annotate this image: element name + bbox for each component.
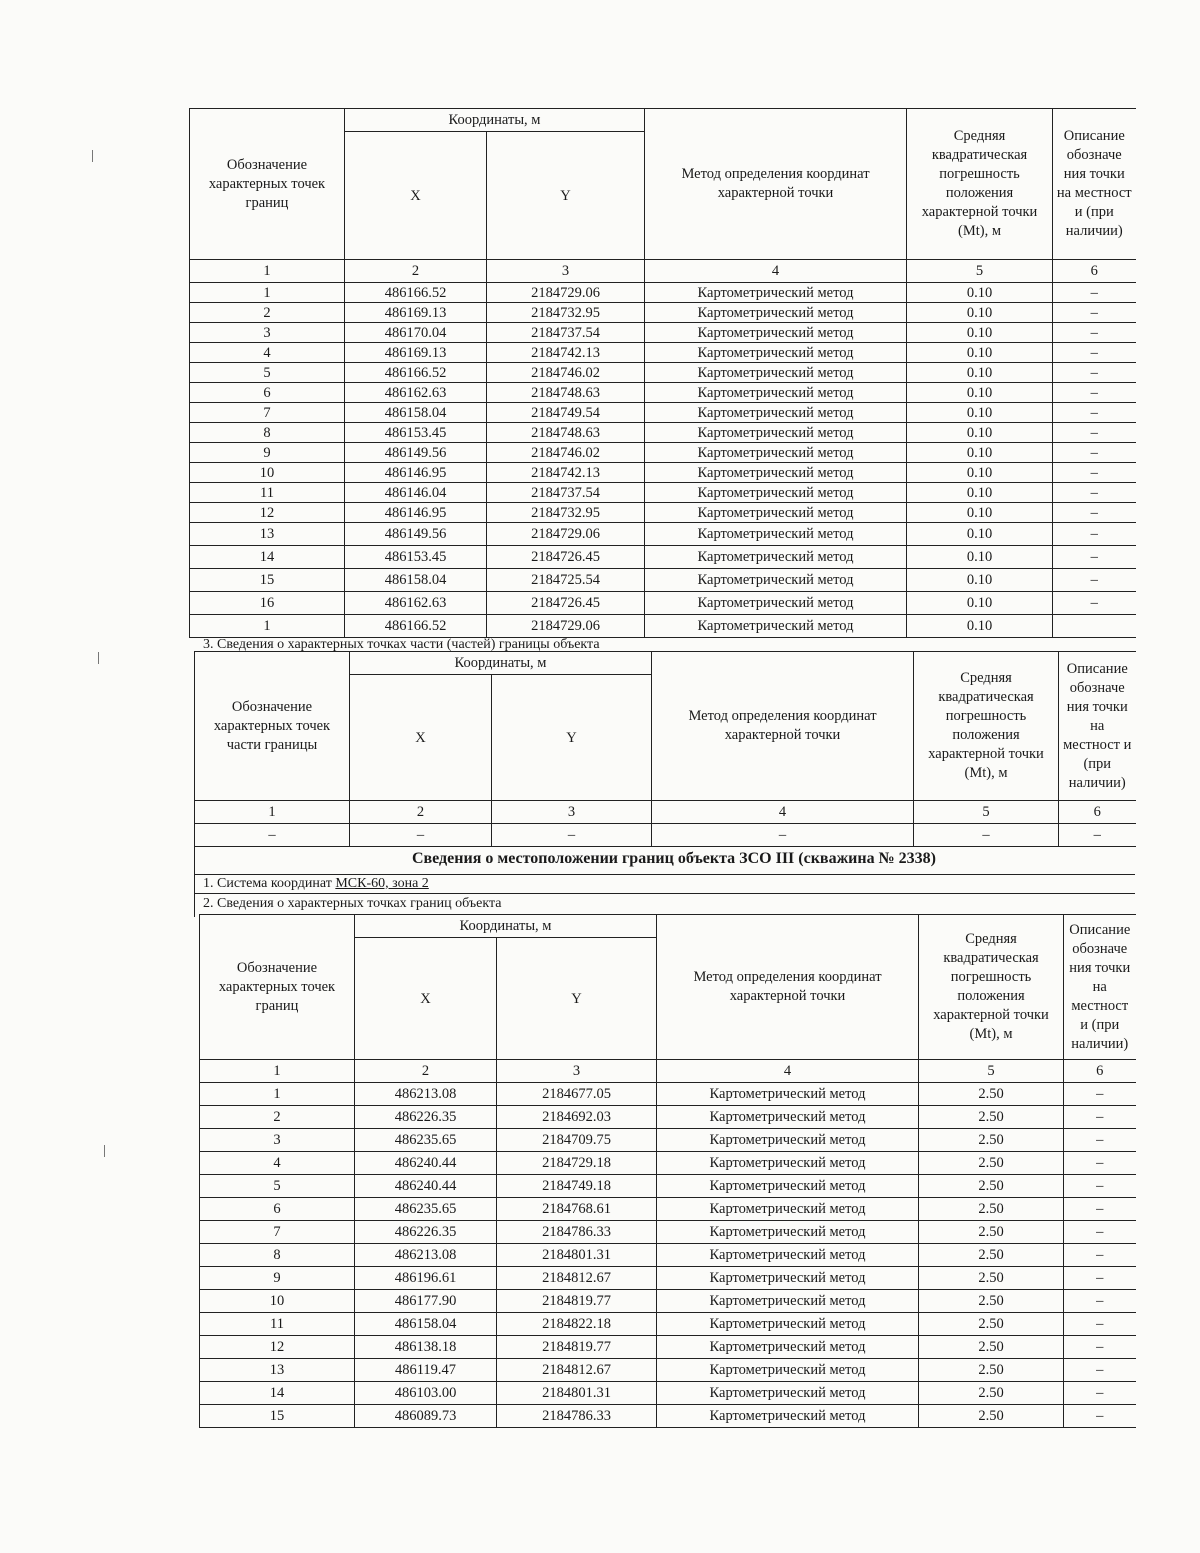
x-coordinate-cell: 486177.90 (355, 1290, 497, 1313)
point-number-cell: 11 (200, 1313, 355, 1336)
x-coordinate-cell: 486149.56 (345, 443, 487, 463)
col-num-3: 3 (492, 801, 652, 824)
method-cell: Картометрический метод (657, 1152, 919, 1175)
y-coordinate-cell: 2184746.02 (487, 363, 645, 383)
table-1-body (190, 283, 1136, 638)
header-y: Y (487, 132, 645, 260)
error-cell: 0.10 (907, 592, 1053, 615)
header-coordinates: Координаты, м (345, 109, 645, 132)
table-row (190, 463, 1136, 483)
method-cell: Картометрический метод (645, 615, 907, 638)
col-num-6: 6 (1064, 1060, 1136, 1083)
error-cell: 0.10 (907, 503, 1053, 523)
table-row (200, 1152, 1136, 1175)
table-row (200, 1313, 1136, 1336)
table-row (190, 383, 1136, 403)
header-designation: Обозначение характерных точек границ (190, 109, 345, 260)
y-coordinate-cell: 2184801.31 (497, 1382, 657, 1405)
y-coordinate-cell: 2184709.75 (497, 1129, 657, 1152)
x-coordinate-cell: 486149.56 (345, 523, 487, 546)
x-coordinate-cell: 486240.44 (355, 1152, 497, 1175)
description-cell: – (1053, 569, 1136, 592)
point-number-cell: 3 (200, 1129, 355, 1152)
description-cell (1053, 615, 1136, 638)
description-cell: – (1053, 443, 1136, 463)
description-cell: – (1053, 463, 1136, 483)
y-coordinate-cell: 2184812.67 (497, 1359, 657, 1382)
method-cell: Картометрический метод (645, 363, 907, 383)
y-coordinate-cell: 2184819.77 (497, 1290, 657, 1313)
error-cell: 2.50 (919, 1313, 1064, 1336)
y-coordinate-cell: 2184729.18 (497, 1152, 657, 1175)
x-coordinate-cell: 486170.04 (345, 323, 487, 343)
error-cell: 0.10 (907, 283, 1053, 303)
table-row (190, 323, 1136, 343)
coordinate-system-label: 1. Система координат (203, 876, 336, 891)
point-number-cell: 13 (200, 1359, 355, 1382)
table-row (190, 615, 1136, 638)
x-coordinate-cell: 486235.65 (355, 1129, 497, 1152)
description-cell: – (1064, 1313, 1136, 1336)
x-coordinate-cell: 486226.35 (355, 1221, 497, 1244)
method-cell: Картометрический метод (645, 343, 907, 363)
point-number-cell: 2 (190, 303, 345, 323)
boundary-points-table-2 (199, 914, 1136, 1428)
header-designation: Обозначение характерных точек границ (200, 915, 355, 1060)
error-cell: 0.10 (907, 443, 1053, 463)
method-cell: Картометрический метод (645, 463, 907, 483)
y-coordinate-cell: 2184749.54 (487, 403, 645, 423)
header-y: Y (497, 938, 657, 1060)
header-method: Метод определения координат характерной точки (652, 652, 914, 801)
error-cell: 0.10 (907, 546, 1053, 569)
method-cell: Картометрический метод (657, 1336, 919, 1359)
col-num-1: 1 (200, 1060, 355, 1083)
error-cell: 0.10 (907, 483, 1053, 503)
table-row (190, 403, 1136, 423)
header-method: Метод определения координат характерной точки (657, 915, 919, 1060)
x-coordinate-cell: 486169.13 (345, 303, 487, 323)
description-cell: – (1064, 1152, 1136, 1175)
description-cell: – (1053, 592, 1136, 615)
zso-section-title: Сведения о местоположении границ объекта ЗСО III (скважина № 2338) (411, 850, 937, 867)
header-x: X (355, 938, 497, 1060)
table-row (200, 1221, 1136, 1244)
method-cell: Картометрический метод (645, 546, 907, 569)
y-coordinate-cell: 2184729.06 (487, 615, 645, 638)
x-coordinate-cell: 486158.04 (355, 1313, 497, 1336)
x-coordinate-cell: 486162.63 (345, 592, 487, 615)
method-cell: Картометрический метод (657, 1129, 919, 1152)
col-num-4: 4 (645, 260, 907, 283)
x-coordinate-cell: 486119.47 (355, 1359, 497, 1382)
point-number-cell: 1 (190, 283, 345, 303)
error-cell: 0.10 (907, 363, 1053, 383)
method-cell: Картометрический метод (657, 1290, 919, 1313)
point-number-cell: 15 (200, 1405, 355, 1428)
scan-mark (98, 652, 99, 664)
header-x: X (345, 132, 487, 260)
point-number-cell: 9 (200, 1267, 355, 1290)
scan-mark (92, 150, 93, 162)
error-cell: 2.50 (919, 1083, 1064, 1106)
table-2-body (200, 1083, 1136, 1428)
error-cell: 2.50 (919, 1221, 1064, 1244)
point-number-cell: 1 (190, 615, 345, 638)
x-coordinate-cell: 486196.61 (355, 1267, 497, 1290)
point-number-cell: 7 (200, 1221, 355, 1244)
col-num-5: 5 (919, 1060, 1064, 1083)
x-coordinate-cell: 486146.95 (345, 463, 487, 483)
method-cell: Картометрический метод (657, 1175, 919, 1198)
x-coordinate-cell: 486166.52 (345, 283, 487, 303)
point-number-cell: 10 (190, 463, 345, 483)
description-cell: – (1064, 1405, 1136, 1428)
description-cell: – (1053, 423, 1136, 443)
empty-cell: – (1059, 824, 1136, 847)
error-cell: 0.10 (907, 383, 1053, 403)
method-cell: Картометрический метод (645, 483, 907, 503)
point-number-cell: 8 (200, 1244, 355, 1267)
header-description: Описание обозначе ния точки на местност и (при наличии) (1064, 915, 1136, 1060)
x-coordinate-cell: 486169.13 (345, 343, 487, 363)
col-num-4: 4 (657, 1060, 919, 1083)
y-coordinate-cell: 2184726.45 (487, 546, 645, 569)
y-coordinate-cell: 2184786.33 (497, 1221, 657, 1244)
section-divider (194, 874, 1135, 875)
x-coordinate-cell: 486153.45 (345, 423, 487, 443)
point-number-cell: 1 (200, 1083, 355, 1106)
description-cell: – (1064, 1083, 1136, 1106)
description-cell: – (1064, 1106, 1136, 1129)
table-row (200, 1336, 1136, 1359)
point-number-cell: 6 (200, 1198, 355, 1221)
col-num-5: 5 (907, 260, 1053, 283)
y-coordinate-cell: 2184742.13 (487, 343, 645, 363)
method-cell: Картометрический метод (645, 323, 907, 343)
description-cell: – (1053, 503, 1136, 523)
y-coordinate-cell: 2184768.61 (497, 1198, 657, 1221)
table-row (190, 569, 1136, 592)
error-cell: 0.10 (907, 569, 1053, 592)
description-cell: – (1053, 523, 1136, 546)
description-cell: – (1053, 403, 1136, 423)
description-cell: – (1064, 1290, 1136, 1313)
description-cell: – (1053, 323, 1136, 343)
point-number-cell: 5 (190, 363, 345, 383)
col-num-3: 3 (487, 260, 645, 283)
empty-cell: – (195, 824, 350, 847)
method-cell: Картометрический метод (657, 1359, 919, 1382)
x-coordinate-cell: 486162.63 (345, 383, 487, 403)
point-number-cell: 4 (200, 1152, 355, 1175)
y-coordinate-cell: 2184737.54 (487, 323, 645, 343)
method-cell: Картометрический метод (645, 523, 907, 546)
description-cell: – (1053, 383, 1136, 403)
x-coordinate-cell: 486158.04 (345, 569, 487, 592)
table-row (200, 1359, 1136, 1382)
header-error: Средняя квадратическая погрешность положения характерной точки (Mt), м (914, 652, 1059, 801)
empty-cell: – (652, 824, 914, 847)
table-row (200, 1175, 1136, 1198)
y-coordinate-cell: 2184746.02 (487, 443, 645, 463)
boundary-points-table-1 (189, 108, 1136, 638)
table-row (200, 1405, 1136, 1428)
x-coordinate-cell: 486166.52 (345, 615, 487, 638)
table-row (200, 1106, 1136, 1129)
y-coordinate-cell: 2184819.77 (497, 1336, 657, 1359)
y-coordinate-cell: 2184801.31 (497, 1244, 657, 1267)
point-number-cell: 14 (200, 1382, 355, 1405)
description-cell: – (1064, 1198, 1136, 1221)
point-number-cell: 9 (190, 443, 345, 463)
method-cell: Картометрический метод (645, 569, 907, 592)
y-coordinate-cell: 2184822.18 (497, 1313, 657, 1336)
header-designation-part: Обозначение характерных точек части границы (195, 652, 350, 801)
error-cell: 2.50 (919, 1290, 1064, 1313)
y-coordinate-cell: 2184732.95 (487, 503, 645, 523)
point-number-cell: 3 (190, 323, 345, 343)
y-coordinate-cell: 2184732.95 (487, 303, 645, 323)
description-cell: – (1064, 1244, 1136, 1267)
method-cell: Картометрический метод (645, 383, 907, 403)
y-coordinate-cell: 2184726.45 (487, 592, 645, 615)
table-row (200, 1129, 1136, 1152)
y-coordinate-cell: 2184725.54 (487, 569, 645, 592)
table-row (190, 483, 1136, 503)
point-number-cell: 14 (190, 546, 345, 569)
error-cell: 2.50 (919, 1405, 1064, 1428)
error-cell: 2.50 (919, 1359, 1064, 1382)
method-cell: Картометрический метод (657, 1106, 919, 1129)
col-num-5: 5 (914, 801, 1059, 824)
error-cell: 2.50 (919, 1244, 1064, 1267)
point-number-cell: 10 (200, 1290, 355, 1313)
table-row (200, 1382, 1136, 1405)
method-cell: Картометрический метод (657, 1313, 919, 1336)
error-cell: 2.50 (919, 1267, 1064, 1290)
x-coordinate-cell: 486166.52 (345, 363, 487, 383)
description-cell: – (1064, 1359, 1136, 1382)
method-cell: Картометрический метод (645, 283, 907, 303)
description-cell: – (1053, 303, 1136, 323)
error-cell: 2.50 (919, 1152, 1064, 1175)
x-coordinate-cell: 486146.04 (345, 483, 487, 503)
header-description: Описание обозначе ния точки на местност и (при наличии) (1059, 652, 1136, 801)
point-number-cell: 12 (190, 503, 345, 523)
method-cell: Картометрический метод (657, 1382, 919, 1405)
table-row (200, 1198, 1136, 1221)
method-cell: Картометрический метод (645, 303, 907, 323)
method-cell: Картометрический метод (657, 1221, 919, 1244)
description-cell: – (1053, 283, 1136, 303)
empty-cell: – (492, 824, 652, 847)
description-cell: – (1064, 1221, 1136, 1244)
header-y: Y (492, 675, 652, 801)
description-cell: – (1053, 546, 1136, 569)
description-cell: – (1053, 363, 1136, 383)
error-cell: 0.10 (907, 403, 1053, 423)
col-num-2: 2 (350, 801, 492, 824)
x-coordinate-cell: 486213.08 (355, 1083, 497, 1106)
error-cell: 2.50 (919, 1198, 1064, 1221)
method-cell: Картометрический метод (657, 1198, 919, 1221)
table-row (190, 503, 1136, 523)
empty-cell: – (914, 824, 1059, 847)
y-coordinate-cell: 2184692.03 (497, 1106, 657, 1129)
description-cell: – (1053, 343, 1136, 363)
point-number-cell: 12 (200, 1336, 355, 1359)
point-number-cell: 6 (190, 383, 345, 403)
coordinate-system-value: МСК-60, зона 2 (335, 876, 429, 891)
method-cell: Картометрический метод (645, 503, 907, 523)
error-cell: 0.10 (907, 615, 1053, 638)
x-coordinate-cell: 486153.45 (345, 546, 487, 569)
y-coordinate-cell: 2184677.05 (497, 1083, 657, 1106)
error-cell: 0.10 (907, 323, 1053, 343)
table-row (190, 423, 1136, 443)
y-coordinate-cell: 2184748.63 (487, 383, 645, 403)
point-number-cell: 16 (190, 592, 345, 615)
description-cell: – (1064, 1129, 1136, 1152)
error-cell: 2.50 (919, 1382, 1064, 1405)
y-coordinate-cell: 2184737.54 (487, 483, 645, 503)
x-coordinate-cell: 486103.00 (355, 1382, 497, 1405)
point-number-cell: 8 (190, 423, 345, 443)
x-coordinate-cell: 486240.44 (355, 1175, 497, 1198)
description-cell: – (1064, 1382, 1136, 1405)
error-cell: 2.50 (919, 1129, 1064, 1152)
table-row (190, 546, 1136, 569)
y-coordinate-cell: 2184748.63 (487, 423, 645, 443)
method-cell: Картометрический метод (645, 592, 907, 615)
table-row (200, 1290, 1136, 1313)
method-cell: Картометрический метод (657, 1405, 919, 1428)
header-coordinates: Координаты, м (355, 915, 657, 938)
table-row (190, 523, 1136, 546)
header-description: Описание обозначе ния точки на местност и (при наличии) (1053, 109, 1136, 260)
description-cell: – (1064, 1267, 1136, 1290)
error-cell: 0.10 (907, 523, 1053, 546)
col-num-6: 6 (1059, 801, 1136, 824)
error-cell: 2.50 (919, 1175, 1064, 1198)
table-row (200, 1244, 1136, 1267)
y-coordinate-cell: 2184749.18 (497, 1175, 657, 1198)
description-cell: – (1053, 483, 1136, 503)
table-row (190, 283, 1136, 303)
error-cell: 0.10 (907, 463, 1053, 483)
y-coordinate-cell: 2184742.13 (487, 463, 645, 483)
method-cell: Картометрический метод (657, 1267, 919, 1290)
scan-mark (104, 1145, 105, 1157)
y-coordinate-cell: 2184812.67 (497, 1267, 657, 1290)
x-coordinate-cell: 486235.65 (355, 1198, 497, 1221)
error-cell: 0.10 (907, 303, 1053, 323)
point-number-cell: 5 (200, 1175, 355, 1198)
col-num-1: 1 (195, 801, 350, 824)
error-cell: 0.10 (907, 343, 1053, 363)
method-cell: Картометрический метод (645, 443, 907, 463)
method-cell: Картометрический метод (657, 1083, 919, 1106)
col-num-4: 4 (652, 801, 914, 824)
col-num-2: 2 (345, 260, 487, 283)
x-coordinate-cell: 486089.73 (355, 1405, 497, 1428)
x-coordinate-cell: 486146.95 (345, 503, 487, 523)
method-cell: Картометрический метод (645, 403, 907, 423)
table-row (200, 1083, 1136, 1106)
table-row (190, 343, 1136, 363)
method-cell: Картометрический метод (657, 1244, 919, 1267)
point-number-cell: 11 (190, 483, 345, 503)
y-coordinate-cell: 2184786.33 (497, 1405, 657, 1428)
point-number-cell: 13 (190, 523, 345, 546)
table-row (190, 303, 1136, 323)
header-method: Метод определения координат характерной точки (645, 109, 907, 260)
y-coordinate-cell: 2184729.06 (487, 283, 645, 303)
method-cell: Картометрический метод (645, 423, 907, 443)
error-cell: 0.10 (907, 423, 1053, 443)
section-divider (194, 893, 1135, 894)
header-error: Средняя квадратическая погрешность положения характерной точки (Mt), м (919, 915, 1064, 1060)
point-number-cell: 7 (190, 403, 345, 423)
part-boundary-points-table (194, 651, 1136, 847)
x-coordinate-cell: 486158.04 (345, 403, 487, 423)
table-row (190, 592, 1136, 615)
x-coordinate-cell: 486138.18 (355, 1336, 497, 1359)
table-row (190, 443, 1136, 463)
col-num-6: 6 (1053, 260, 1136, 283)
description-cell: – (1064, 1336, 1136, 1359)
description-cell: – (1064, 1175, 1136, 1198)
header-x: X (350, 675, 492, 801)
empty-cell: – (350, 824, 492, 847)
table-row (190, 363, 1136, 383)
coordinate-system-line (203, 876, 429, 892)
points-caption: 2. Сведения о характерных точках границ объекта (203, 896, 502, 911)
col-num-3: 3 (497, 1060, 657, 1083)
col-num-2: 2 (355, 1060, 497, 1083)
header-coordinates: Координаты, м (350, 652, 652, 675)
col-num-1: 1 (190, 260, 345, 283)
point-number-cell: 2 (200, 1106, 355, 1129)
table-row (200, 1267, 1136, 1290)
point-number-cell: 15 (190, 569, 345, 592)
point-number-cell: 4 (190, 343, 345, 363)
error-cell: 2.50 (919, 1106, 1064, 1129)
y-coordinate-cell: 2184729.06 (487, 523, 645, 546)
section3-caption: 3. Сведения о характерных точках части (частей) границы объекта (203, 637, 600, 652)
error-cell: 2.50 (919, 1336, 1064, 1359)
x-coordinate-cell: 486226.35 (355, 1106, 497, 1129)
header-error: Средняя квадратическая погрешность положения характерной точки (Mt), м (907, 109, 1053, 260)
x-coordinate-cell: 486213.08 (355, 1244, 497, 1267)
